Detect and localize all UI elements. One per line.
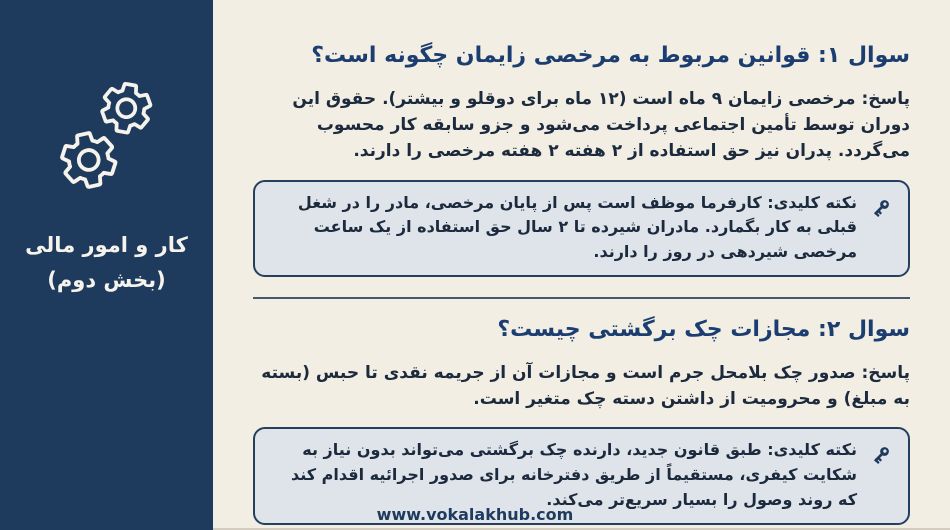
key-icon — [867, 441, 895, 473]
category-title-line2: (بخش دوم) — [47, 267, 166, 292]
answer-1-text: پاسخ: مرخصی زایمان ۹ ماه است (۱۲ ماه برای دوقلو و بیشتر). حقوق این دوران توسط تأمین اجتماعی پرداخت می‌شود و جزو سابقه کار محسوب می‌گردد. پدران نیز حق استفاده از ۲ هفته ۲ هفته مرخصی را دارند. — [292, 88, 910, 162]
category-title-line1: کار و امور مالی — [25, 233, 188, 257]
question-1-heading: سوال ۱: قوانین مربوط به مرخصی زایمان چگونه است؟ — [311, 43, 910, 68]
website-link[interactable]: www.vokalakhub.com — [376, 505, 574, 524]
gears-icon — [40, 60, 172, 195]
question-2-heading: سوال ۲: مجازات چک برگشتی چیست؟ — [497, 317, 910, 343]
key-note-1-text: نکته کلیدی: کارفرما موظف است پس از پایان مرخصی، مادر را در شغل قبلی به کار بگمارد. مادران شیرده تا ۲ سال حق استفاده از یک ساعت مرخصی شیردهی در روز را دارند. — [297, 192, 857, 262]
answer-2-text: پاسخ: صدور چک بلامحل جرم است و مجازات آن از جریمه نقدی تا حبس (بسته به مبلغ) و محرومیت از داشتن دسته چک متغیر است. — [261, 362, 910, 409]
category-title — [0, 228, 213, 297]
section-divider — [253, 297, 910, 299]
qa-content — [213, 0, 950, 530]
key-note-2-text: نکته کلیدی: طبق قانون جدید، دارنده چک برگشتی می‌تواند بدون نیاز به شکایت کیفری، مستقیماً از طریق دفترخانه برای صدور اجرائیه اقدام کند که روند وصول را بسیار سریع‌تر می‌کند. — [291, 440, 857, 509]
key-note-box-1 — [253, 180, 910, 277]
key-icon — [867, 194, 895, 226]
category-sidebar — [0, 0, 213, 530]
